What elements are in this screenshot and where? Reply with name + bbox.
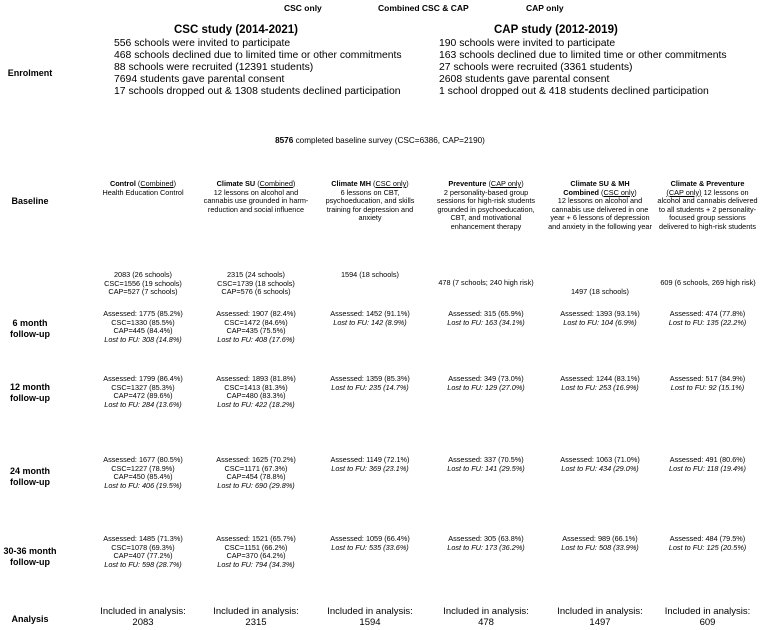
assessed-line: CSC=1171 (67.3%) — [224, 463, 288, 473]
assessed-line: CAP=450 (85.4%) — [113, 472, 173, 482]
arm-tag: Combined — [259, 179, 293, 188]
cap-enrolment-block — [439, 38, 727, 98]
arm-climate-su-mh-fu6 — [545, 310, 655, 327]
lost-to-fu: Lost to FU: 284 (13.6%) — [104, 399, 182, 409]
assessed-line: CSC=1078 (69.3%) — [111, 542, 175, 552]
baseline-line: 1497 (18 schools) — [570, 287, 629, 296]
row-label-6-month — [0, 318, 60, 340]
row-label-line: 6 month — [12, 318, 48, 328]
arm-climate-su-mh-baseline — [545, 288, 655, 297]
arm-description: 6 lessons on CBT, psychoeducation, and skills training for depression and anxiety — [325, 187, 415, 223]
analysis-label: Included in analysis: — [443, 606, 529, 617]
arm-name: Preventure — [448, 179, 487, 188]
assessed-line: Assessed: 1393 (93.1%) — [560, 309, 640, 318]
lost-to-fu: Lost to FU: 408 (17.6%) — [217, 334, 295, 344]
lost-to-fu: Lost to FU: 690 (29.8%) — [217, 480, 295, 490]
arm-climate-preventure-fu12 — [656, 375, 759, 392]
arm-description: Health Education Control — [102, 187, 184, 197]
arm-climate-su-fu30 — [200, 535, 312, 569]
lost-to-fu: Lost to FU: 369 (23.1%) — [331, 463, 409, 473]
assessed-line: CSC=1413 (81.3%) — [224, 382, 288, 392]
assessed-line: CAP=370 (64.2%) — [226, 551, 286, 561]
arm-climate-preventure-fu6 — [656, 310, 759, 327]
csc-enrolment-block — [114, 38, 402, 98]
analysis-count: 1497 — [589, 617, 611, 628]
legend-cap-only: CAP only — [526, 3, 564, 13]
row-label-line: follow-up — [10, 393, 50, 403]
lost-to-fu: Lost to FU: 135 (22.2%) — [668, 317, 747, 327]
row-label-30-36-month — [0, 546, 60, 568]
assessed-line: Assessed: 1149 (72.1%) — [330, 455, 410, 464]
baseline-line: 478 (7 schools; 240 high risk) — [438, 278, 534, 287]
analysis-label: Included in analysis: — [100, 606, 186, 617]
lost-to-fu: Lost to FU: 308 (14.8%) — [104, 334, 182, 344]
arm-name: Climate MH — [331, 179, 371, 188]
lost-to-fu: Lost to FU: 434 (29.0%) — [561, 463, 639, 473]
cap-study-title: CAP study (2012-2019) — [494, 24, 618, 36]
lost-to-fu: Lost to FU: 92 (15.1%) — [670, 382, 745, 392]
arm-climate-su-header: Climate SU (Combined) 12 lessons on alcohol and cannabis use grounded in harm-reduction and social influence — [203, 179, 309, 214]
analysis-count: 1594 — [359, 617, 381, 628]
assessed-line: Assessed: 1359 (85.3%) — [330, 374, 410, 383]
baseline-line: 2083 (26 schools) — [113, 270, 172, 279]
assessed-line: Assessed: 484 (79.5%) — [669, 534, 746, 543]
analysis-label: Included in analysis: — [213, 606, 299, 617]
lost-to-fu: Lost to FU: 142 (8.9%) — [333, 317, 407, 327]
assessed-line: CAP=407 (77.2%) — [113, 551, 173, 561]
lost-to-fu: Lost to FU: 535 (33.6%) — [331, 542, 409, 552]
baseline-line: CSC=1739 (18 schools) — [217, 278, 295, 288]
arm-climate-su-mh-header: Climate SU & MH Combined (CSC only) 12 lessons on alcohol and cannabis use delivered in one year + 6 lessons of depression and anxiety in the following year — [545, 180, 655, 232]
arm-preventure-fu30 — [430, 535, 542, 552]
arm-preventure-fu12 — [430, 375, 542, 392]
arm-climate-mh-fu12 — [314, 375, 426, 392]
arm-climate-mh-fu30 — [314, 535, 426, 552]
lost-to-fu: Lost to FU: 794 (34.3%) — [217, 559, 295, 569]
lost-to-fu: Lost to FU: 118 (19.4%) — [669, 463, 746, 473]
assessed-line: Assessed: 1893 (81.8%) — [216, 374, 296, 383]
arm-climate-su-mh-fu30 — [545, 535, 655, 552]
arm-climate-mh-fu6 — [314, 310, 426, 327]
assessed-line: Assessed: 989 (66.1%) — [562, 534, 638, 543]
arm-climate-preventure-baseline — [660, 279, 756, 288]
arm-preventure-baseline — [436, 279, 536, 288]
cap-enrolment-line: 2608 students gave parental consent — [439, 74, 610, 85]
arm-climate-su-fu6 — [200, 310, 312, 344]
arm-tag: (CAP only) — [666, 187, 702, 197]
analysis-label: Included in analysis: — [557, 606, 643, 617]
assessed-line: Assessed: 315 (65.9%) — [448, 309, 524, 318]
arm-climate-su-mh-fu12 — [545, 375, 655, 392]
row-label-line: 30-36 month — [3, 546, 57, 556]
analysis-label: Included in analysis: — [327, 606, 413, 617]
arm-name: Climate & Preventure — [670, 179, 745, 188]
assessed-line: CAP=480 (83.3%) — [226, 391, 286, 401]
baseline-line: 2315 (24 schools) — [226, 270, 285, 279]
legend-csc-only: CSC only — [284, 3, 322, 13]
analysis-count: 609 — [699, 617, 716, 628]
assessed-line: CAP=454 (78.8%) — [226, 472, 286, 482]
lost-to-fu: Lost to FU: 129 (27.0%) — [447, 382, 525, 392]
analysis-count: 2315 — [245, 617, 267, 628]
assessed-line: CSC=1472 (84.6%) — [224, 317, 288, 327]
arm-climate-su-baseline — [200, 271, 312, 297]
arm-climate-mh-fu24 — [314, 456, 426, 473]
row-label-enrolment: Enrolment — [7, 68, 53, 78]
arm-climate-su-mh-analysis — [545, 606, 655, 628]
arm-tag: CSC only — [375, 179, 407, 188]
assessed-line: Assessed: 1677 (80.5%) — [103, 455, 183, 464]
baseline-total-number: 8576 — [275, 136, 294, 145]
arm-name: Control — [109, 179, 136, 188]
csc-enrolment-line: 17 schools dropped out & 1308 students declined participation — [114, 86, 401, 97]
lost-to-fu: Lost to FU: 173 (36.2%) — [447, 542, 525, 552]
assessed-line: CAP=472 (89.6%) — [113, 391, 173, 401]
arm-tag: Combined — [140, 179, 174, 188]
arm-climate-preventure-analysis — [656, 606, 759, 628]
lost-to-fu: Lost to FU: 104 (6.9%) — [563, 317, 637, 327]
arm-tag: CSC only — [603, 187, 635, 197]
analysis-count: 2083 — [132, 617, 154, 628]
arm-control-header: Control (Combined) Health Education Control — [87, 180, 199, 197]
assessed-line: Assessed: 474 (77.8%) — [669, 309, 746, 318]
csc-enrolment-line: 7694 students gave parental consent — [114, 74, 285, 85]
assessed-line: Assessed: 1244 (83.1%) — [560, 374, 640, 383]
lost-to-fu: Lost to FU: 163 (34.1%) — [447, 317, 525, 327]
csc-enrolment-line: 556 schools were invited to participate — [114, 38, 291, 49]
row-label-line: follow-up — [10, 329, 50, 339]
assessed-line: Assessed: 305 (63.8%) — [448, 534, 524, 543]
assessed-line: Assessed: 1452 (91.1%) — [330, 309, 410, 318]
assessed-line: Assessed: 1907 (82.4%) — [216, 309, 296, 318]
arm-climate-su-mh-fu24 — [545, 456, 655, 473]
lost-to-fu: Lost to FU: 598 (28.7%) — [104, 559, 182, 569]
cap-enrolment-line: 1 school dropped out & 418 students declined participation — [439, 86, 709, 97]
arm-control-fu30 — [87, 535, 199, 569]
csc-enrolment-line: 88 schools were recruited (12391 students) — [114, 62, 314, 73]
assessed-line: CSC=1330 (85.5%) — [111, 317, 175, 327]
arm-preventure-header: Preventure (CAP only) 2 personality-based group sessions for high-risk students grounded in psychoeducation, CBT, and motivational enhancement therapy — [430, 180, 542, 232]
row-label-24-month — [0, 466, 60, 488]
baseline-line: CSC=1556 (19 schools) — [104, 278, 182, 288]
assessed-line: Assessed: 349 (73.0%) — [448, 374, 524, 383]
legend-combined: Combined CSC & CAP — [378, 3, 469, 13]
assessed-line: Assessed: 1775 (85.2%) — [103, 309, 183, 318]
lost-to-fu: Lost to FU: 235 (14.7%) — [331, 382, 409, 392]
baseline-total-text: completed baseline survey (CSC=6386, CAP=2190) — [293, 136, 485, 145]
row-label-line: follow-up — [10, 557, 50, 567]
arm-climate-su-fu12 — [200, 375, 312, 409]
arm-climate-su-fu24 — [200, 456, 312, 490]
baseline-line: CAP=527 (7 schools) — [108, 287, 178, 297]
baseline-line: CAP=576 (6 schools) — [221, 287, 291, 297]
lost-to-fu: Lost to FU: 406 (19.5%) — [104, 480, 182, 490]
assessed-line: CSC=1327 (85.3%) — [111, 382, 175, 392]
lost-to-fu: Lost to FU: 141 (29.5%) — [447, 463, 525, 473]
assessed-line: Assessed: 1063 (71.0%) — [560, 455, 640, 464]
baseline-total — [0, 136, 760, 145]
arm-control-fu12 — [87, 375, 199, 409]
row-label-line: follow-up — [10, 477, 50, 487]
arm-description: 12 lessons on alcohol and cannabis use delivered in one year + 6 lessons of depression and anxiety in the following year — [548, 196, 652, 231]
assessed-line: CAP=435 (75.5%) — [226, 326, 286, 336]
arm-climate-mh-header: Climate MH (CSC only) 6 lessons on CBT, psychoeducation, and skills training for depression and anxiety — [317, 180, 423, 223]
arm-climate-mh-analysis — [314, 606, 426, 628]
arm-description: 12 lessons on alcohol and cannabis use grounded in harm-reduction and social influence — [203, 187, 309, 214]
arm-name-suffix: Combined — [563, 187, 599, 197]
analysis-label: Included in analysis: — [664, 606, 751, 617]
row-label-line: 12 month — [9, 382, 50, 392]
assessed-line: Assessed: 1521 (65.7%) — [216, 534, 296, 543]
lost-to-fu: Lost to FU: 253 (16.9%) — [561, 382, 639, 392]
analysis-count: 478 — [478, 617, 494, 628]
arm-control-baseline — [87, 271, 199, 297]
cap-enrolment-line: 27 schools were recruited (3361 students) — [439, 62, 633, 73]
arm-name: Climate SU & MH — [570, 179, 630, 188]
cap-enrolment-line: 190 schools were invited to participate — [439, 38, 616, 49]
arm-climate-preventure-header — [656, 180, 759, 232]
assessed-line: Assessed: 491 (80.6%) — [669, 455, 746, 464]
csc-study-title: CSC study (2014-2021) — [174, 24, 298, 36]
arm-control-fu24 — [87, 456, 199, 490]
arm-control-analysis — [87, 606, 199, 628]
assessed-line: CSC=1227 (78.9%) — [111, 463, 175, 473]
assessed-line: CSC=1151 (66.2%) — [224, 542, 288, 552]
arm-name: Climate SU — [216, 179, 256, 188]
lost-to-fu: Lost to FU: 508 (33.9%) — [561, 542, 639, 552]
row-label-analysis: Analysis — [11, 614, 49, 624]
baseline-line: 609 (6 schools, 269 high risk) — [660, 278, 756, 287]
arm-climate-mh-baseline — [314, 271, 426, 280]
csc-enrolment-line: 468 schools declined due to limited time or other commitments — [114, 50, 402, 61]
lost-to-fu: Lost to FU: 125 (20.5%) — [668, 542, 747, 552]
assessed-line: Assessed: 1625 (70.2%) — [216, 455, 296, 464]
lost-to-fu: Lost to FU: 422 (18.2%) — [217, 399, 295, 409]
arm-control-fu6 — [87, 310, 199, 344]
assessed-line: Assessed: 1799 (86.4%) — [103, 374, 183, 383]
arm-tag: CAP only — [490, 179, 522, 188]
arm-climate-preventure-fu24 — [656, 456, 759, 473]
arm-climate-preventure-fu30 — [656, 535, 759, 552]
assessed-line: Assessed: 517 (84.9%) — [669, 374, 746, 383]
arm-description: 12 lessons on alcohol and cannabis delivered to all students + 2 personality-focused group sessions delivered to high-risk students — [657, 187, 758, 231]
arm-preventure-fu24 — [430, 456, 542, 473]
arm-preventure-analysis — [430, 606, 542, 628]
arm-climate-su-analysis — [200, 606, 312, 628]
baseline-line: 1594 (18 schools) — [340, 270, 399, 279]
row-label-baseline: Baseline — [11, 196, 49, 206]
row-label-12-month — [0, 382, 60, 404]
assessed-line: Assessed: 1059 (66.4%) — [330, 534, 410, 543]
assessed-line: Assessed: 337 (70.5%) — [448, 455, 524, 464]
cap-enrolment-line: 163 schools declined due to limited time or other commitments — [439, 50, 727, 61]
assessed-line: Assessed: 1485 (71.3%) — [103, 534, 183, 543]
row-label-line: 24 month — [9, 466, 50, 476]
assessed-line: CAP=445 (84.4%) — [113, 326, 173, 336]
arm-description: 2 personality-based group sessions for high-risk students grounded in psychoeducation, CBT, and motivational enhancement therapy — [436, 187, 536, 231]
arm-preventure-fu6 — [430, 310, 542, 327]
